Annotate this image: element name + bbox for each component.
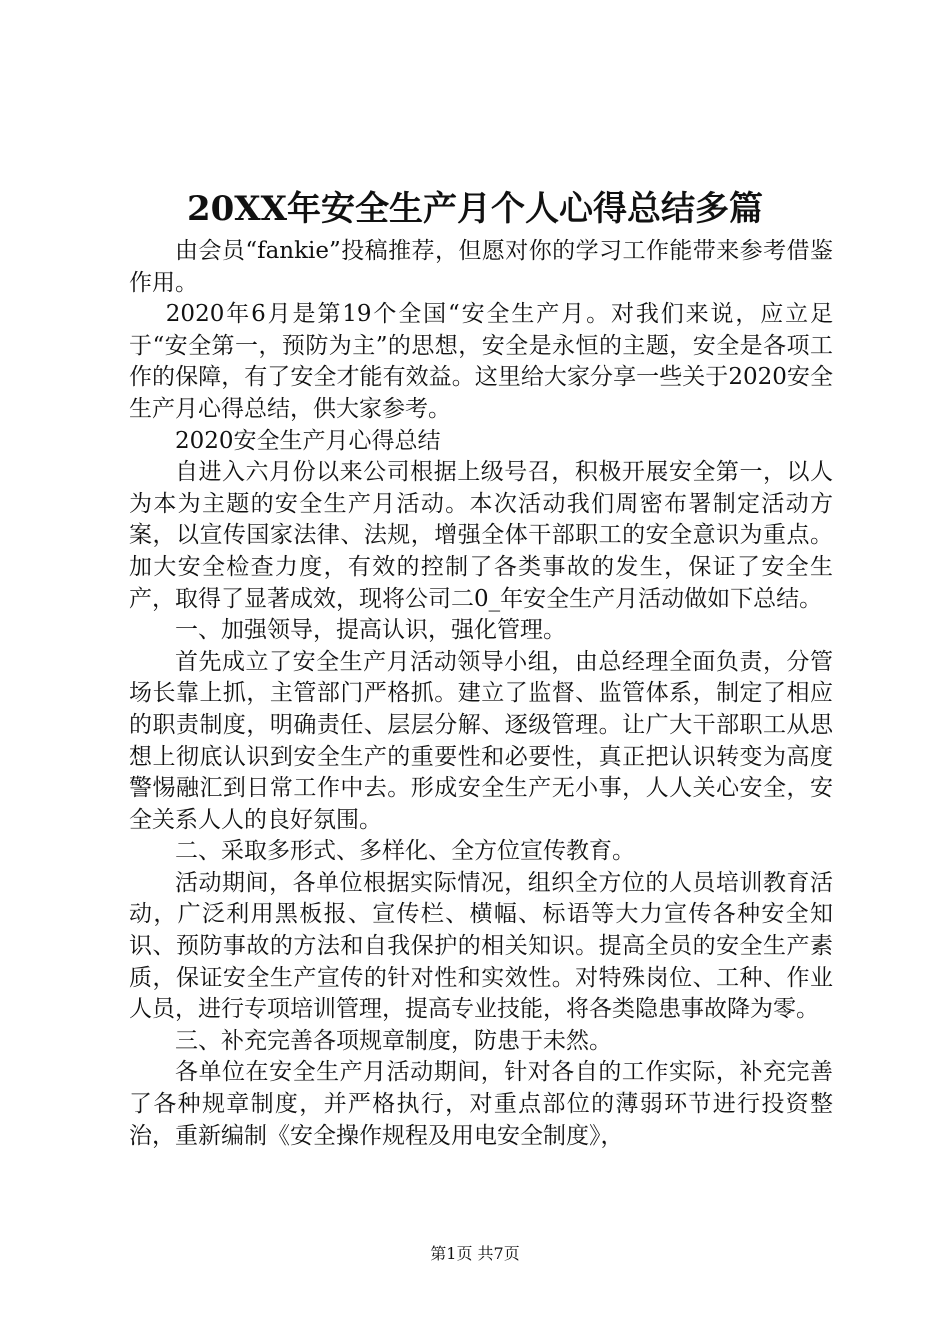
section-heading-summary: 2020安全生产月心得总结 <box>175 427 441 454</box>
paragraph-intro: 由会员“fankie”投稿推荐，但愿对你的学习工作能带来参考借鉴作用。 <box>129 238 833 296</box>
paragraph-section-3: 各单位在安全生产月活动期间，针对各自的工作实际，补充完善了各种规章制度，并严格执行，对重点部位的薄弱环节进行投资整治，重新编制《安全操作规程及用电安全制度》， <box>129 1059 833 1149</box>
paragraph-overview: 自进入六月份以来公司根据上级号召，积极开展安全第一，以人为本为主题的安全生产月活动。本次活动我们周密布署制定活动方案，以宣传国家法律、法规，增强全体干部职工的安全意识为重点。加大安全检查力度，有效的控制了各类事故的发生，保证了安全生产，取得了显著成效，现将公司二0_年安全生产月活动做如下总结。 <box>129 459 833 612</box>
paragraph-section-2: 活动期间，各单位根据实际情况，组织全方位的人员培训教育活动，广泛利用黑板报、宣传栏、横幅、标语等大力宣传各种安全知识、预防事故的方法和自我保护的相关知识。提高全员的安全生产素质，保证安全生产宣传的针对性和实效性。对特殊岗位、工种、作业人员，进行专项培训管理，提高专业技能，将各类隐患事故降为零。 <box>129 869 833 1023</box>
section-heading-1: 一、加强领导，提高认识，强化管理。 <box>175 617 566 644</box>
section-heading-2: 二、采取多形式、多样化、全方位宣传教育。 <box>175 838 635 865</box>
document-title: 20XX年安全生产月个人心得总结多篇 <box>186 189 764 229</box>
section-heading-3: 三、补充完善各项规章制度，防患于未然。 <box>175 1027 612 1054</box>
document-body <box>129 236 833 1152</box>
paragraph-background: 2020年6月是第19个全国“安全生产月。对我们来说，应立足于“安全第一，预防为主”的思想，安全是永恒的主题，安全是各项工作的保障，有了安全才能有效益。这里给大家分享一些关于2020安全生产月心得总结，供大家参考。 <box>129 301 833 422</box>
page-footer: 第1页 共7页 <box>430 1244 520 1263</box>
paragraph-section-1: 首先成立了安全生产月活动领导小组，由总经理全面负责，分管场长靠上抓，主管部门严格抓。建立了监督、监管体系，制定了相应的职责制度，明确责任、层层分解、逐级管理。让广大干部职工从思想上彻底认识到安全生产的重要性和必要性，真正把认识转变为高度警惕融汇到日常工作中去。形成安全生产无小事，人人关心安全，安全关系人人的良好氛围。 <box>129 648 833 833</box>
